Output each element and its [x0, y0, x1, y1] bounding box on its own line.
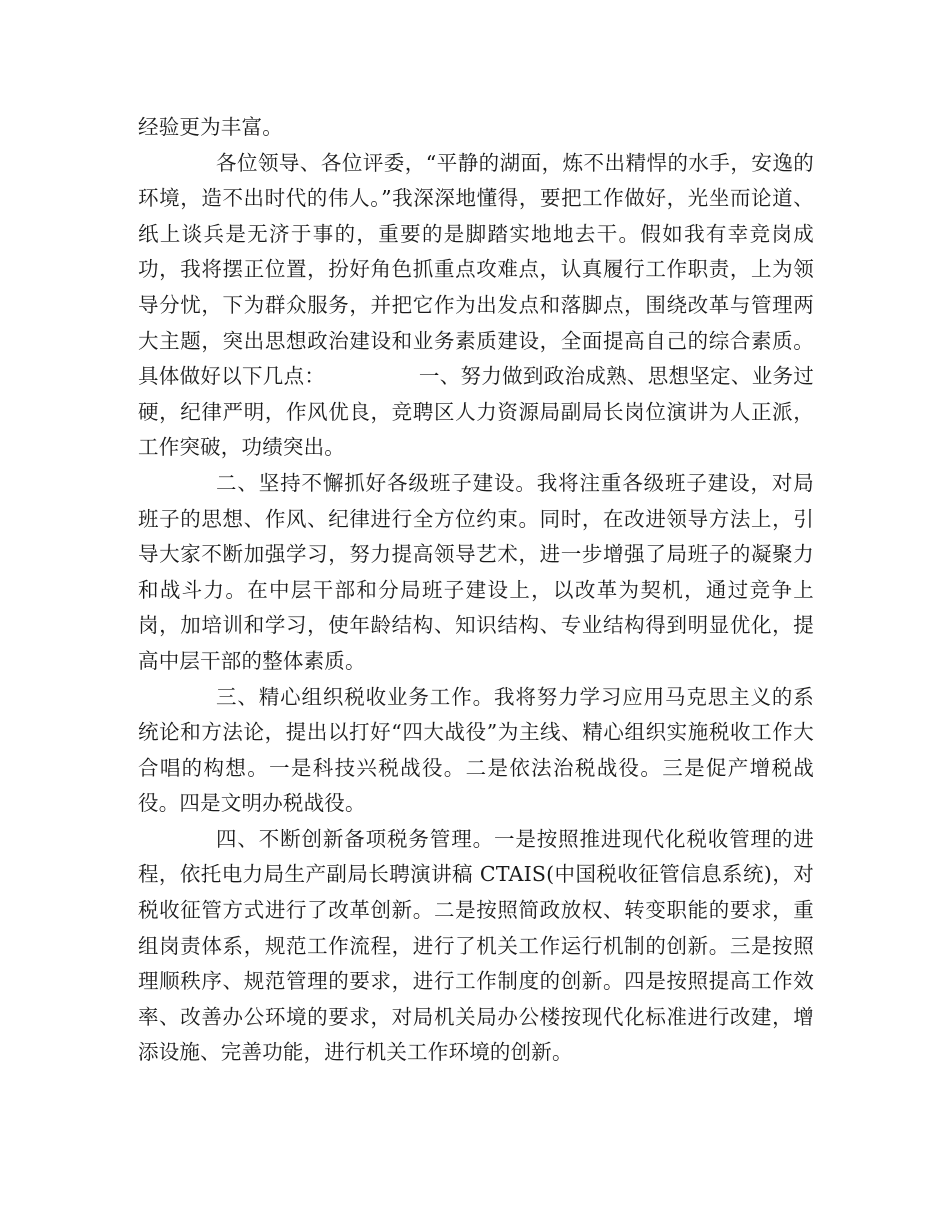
document-page: [138, 110, 814, 1071]
paragraph-commitment: 各位领导、各位评委，“平静的湖面，炼不出精悍的水手，安逸的环境，造不出时代的伟人。”我深深地懂得，要把工作做好，光坐而论道、纸上谈兵是无济于事的，重要的是脚踏实地地去干。假如我有幸竞岗成功，我将摆正位置，扮好角色抓重点攻难点，认真履行工作职责，上为领导分忧，下为群众服务，并把它作为出发点和落脚点，围绕改革与管理两大主题，突出思想政治建设和业务素质建设，全面提高自己的综合素质。具体做好以下几点： 一、努力做到政治成熟、思想坚定、业务过硬，纪律严明，作风优良，竞聘区人力资源局副局长岗位演讲为人正派，工作突破，功绩突出。: [138, 150, 814, 460]
paragraph-continuation: 经验更为丰富。: [138, 115, 283, 139]
paragraph-tax-management: 四、不断创新备项税务管理。一是按照推进现代化税收管理的进程，依托电力局生产副局长聘演讲稿 CTAIS(中国税收征管信息系统)，对税收征管方式进行了改革创新。二是按照简政放权、转变职能的要求，重组岗责体系，规范工作流程，进行了机关工作运行机制的创新。三是按照理顺秩序、规范管理的要求，进行工作制度的创新。四是按照提高工作效率、改善办公环境的要求，对局机关局办公楼按现代化标准进行改建，增添设施、完善功能，进行机关工作环境的创新。: [138, 826, 814, 1065]
paragraph-tax-work: 三、精心组织税收业务工作。我将努力学习应用马克思主义的系统论和方法论，提出以打好“四大战役”为主线、精心组织实施税收工作大合唱的构想。一是科技兴税战役。二是依法治税战役。三是促产增税战役。四是文明办税战役。: [138, 684, 814, 816]
paragraph-team-building: 二、坚持不懈抓好各级班子建设。我将注重各级班子建设，对局班子的思想、作风、纪律进行全方位约束。同时，在改进领导方法上，引导大家不断加强学习，努力提高领导艺术，进一步增强了局班子的凝聚力和战斗力。在中层干部和分局班子建设上，以改革为契机，通过竞争上岗，加培训和学习，使年龄结构、知识结构、专业结构得到明显优化，提高中层干部的整体素质。: [138, 470, 814, 673]
